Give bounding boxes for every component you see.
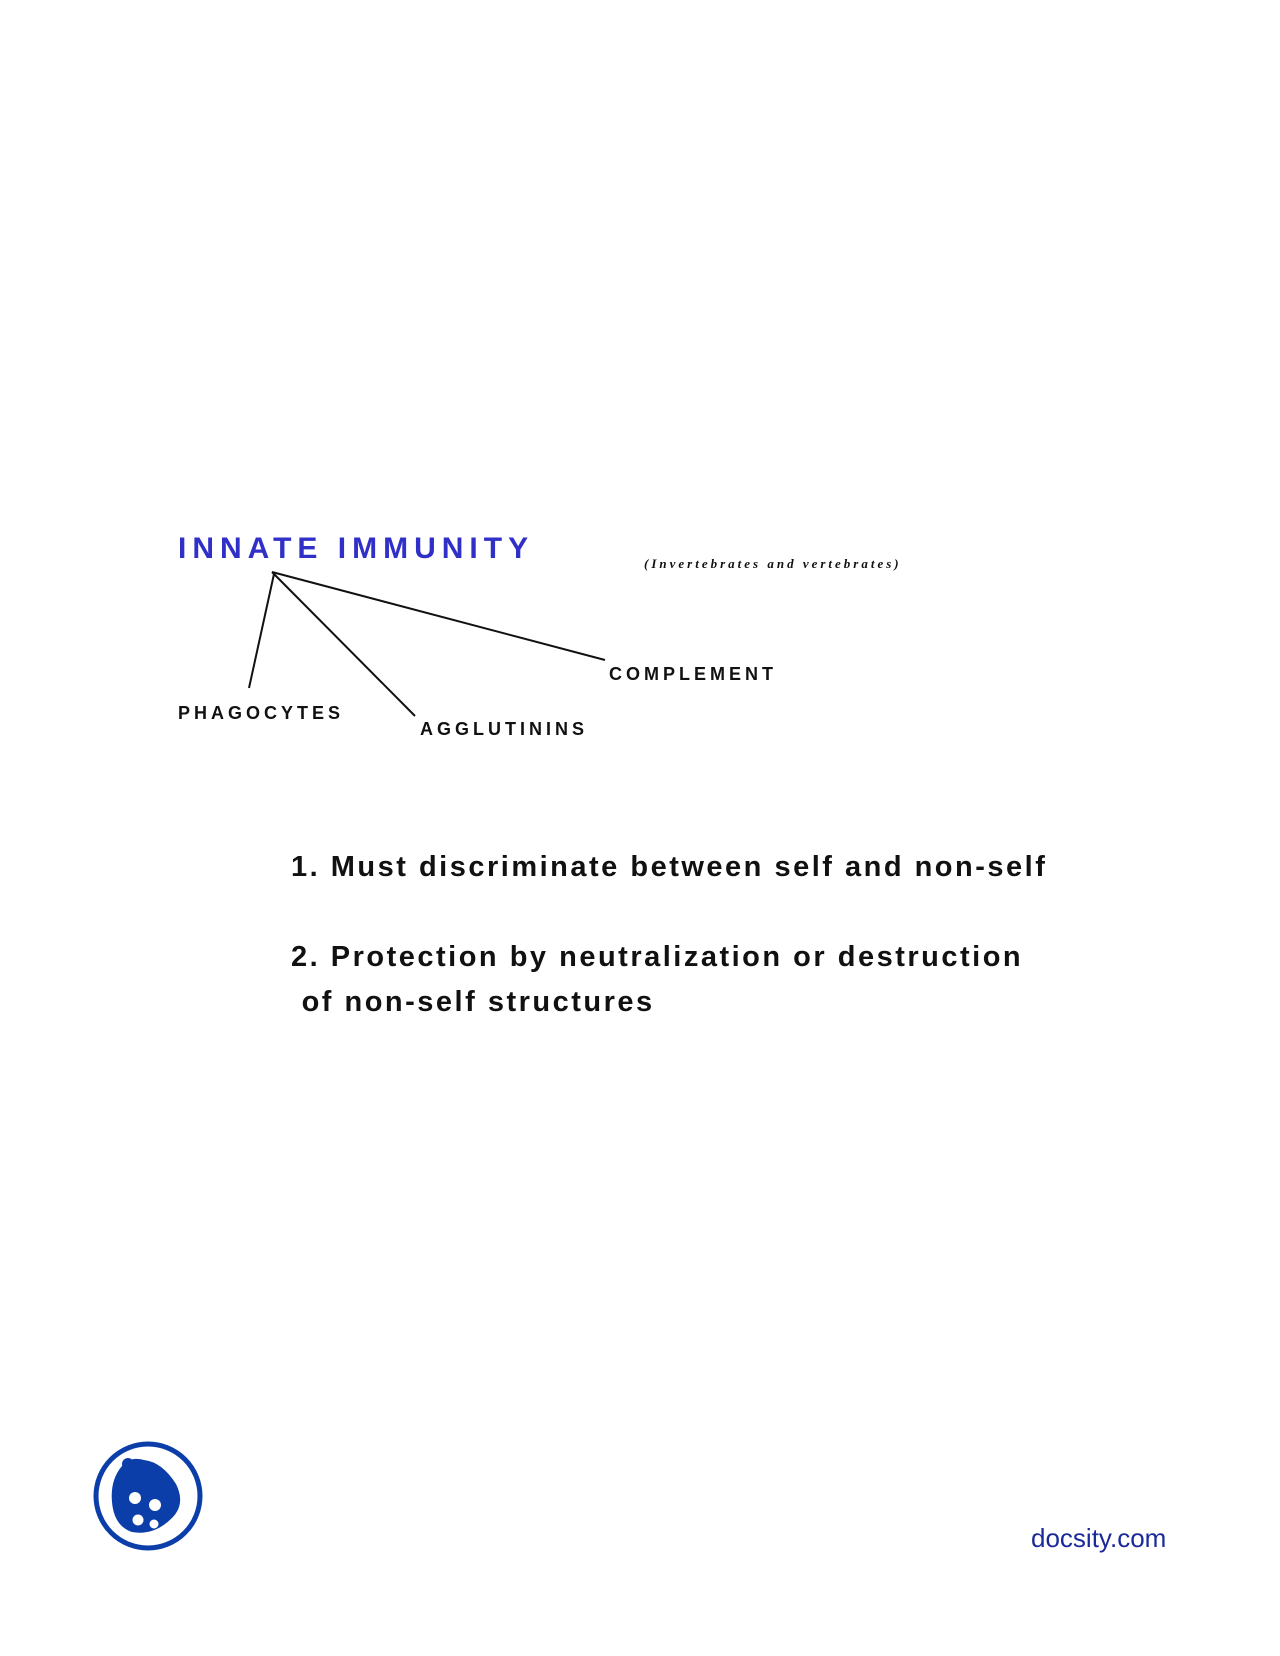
branch-label-agglutinins: AGGLUTININS [420, 719, 588, 739]
connector-line-phagocytes [249, 574, 274, 688]
branch-label-phagocytes: PHAGOCYTES [178, 703, 345, 723]
connector-line-agglutinins [272, 572, 415, 716]
connector-line-complement [272, 572, 605, 660]
brand-link[interactable]: docsity.com [1031, 1523, 1167, 1553]
point-one: 1. Must discriminate between self and non-self [291, 851, 1048, 883]
diagram-subtitle: (Invertebrates and vertebrates) [644, 556, 902, 571]
docsity-logo-icon[interactable] [92, 1440, 204, 1552]
branch-label-complement: COMPLEMENT [609, 664, 777, 684]
point-two-line-1: 2. Protection by neutralization or destruction [291, 941, 1024, 973]
point-two-line-2: of non-self structures [301, 986, 655, 1018]
diagram-title: INNATE IMMUNITY [178, 532, 535, 565]
